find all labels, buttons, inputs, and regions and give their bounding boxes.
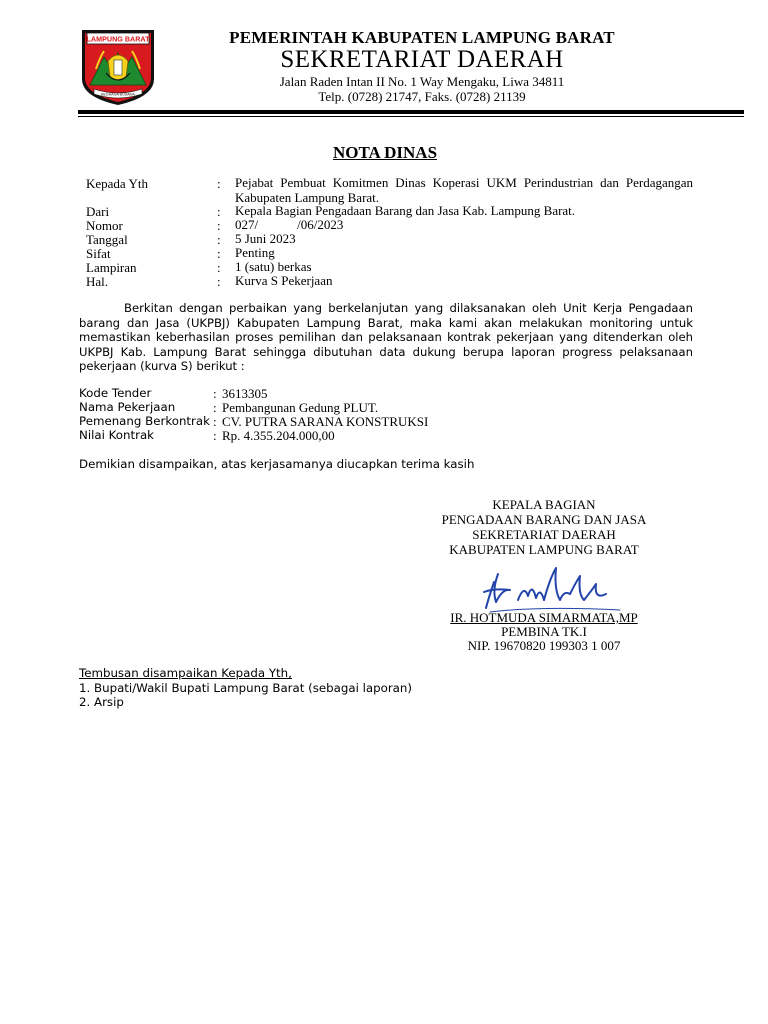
field-value-recipient: Pejabat Pembuat Komitmen Dinas Koperasi UKM Perindustrian dan Perdagangan Kabupaten Lampung Barat. [235,175,693,205]
signatory-rank: PEMBINA TK.I [501,624,587,639]
letterhead-divider-thick [78,110,744,114]
signatory-position-line: KABUPATEN LAMPUNG BARAT [449,542,639,557]
letterhead-office: SEKRETARIAT DAERAH [280,46,564,73]
detail-value-contractor: CV. PUTRA SARANA KONSTRUKSI [222,414,429,429]
detail-value-contract-value: Rp. 4.355.204.000,00 [222,428,335,443]
handwritten-signature [480,560,630,616]
field-value-attachment: 1 (satu) berkas [235,259,312,274]
letterhead-contact: Telp. (0728) 21747, Faks. (0728) 21139 [318,89,526,104]
field-label-attachment: Lampiran [86,260,137,275]
field-label-nature: Sifat [86,246,111,261]
detail-label-contractor: Pemenang Berkontrak [79,414,210,428]
field-label-date: Tanggal [86,232,128,247]
field-label-number: Nomor [86,218,123,233]
detail-colon: : [213,428,217,443]
field-label-sender: Dari [86,204,110,219]
carbon-copy-title: Tembusan disampaikan Kepada Yth, [79,666,292,680]
letterhead-address: Jalan Raden Intan II No. 1 Way Mengaku, Liwa 34811 [279,74,565,89]
signatory-position-line: KEPALA BAGIAN [492,497,596,512]
detail-colon: : [213,400,217,415]
detail-colon: : [213,386,217,401]
field-value-subject: Kurva S Pekerjaan [235,273,333,288]
signatory-position-line: SEKRETARIAT DAERAH [472,527,616,542]
signatory-nip: NIP. 19670820 199303 1 007 [467,638,621,653]
field-colon: : [217,260,221,275]
field-label-recipient: Kepada Yth [86,176,148,191]
closing-remark: Demikian disampaikan, atas kerjasamanya diucapkan terima kasih [79,457,475,471]
field-value-nature: Penting [235,245,275,260]
field-colon: : [217,274,221,289]
signatory-name: IR. HOTMUDA SIMARMATA,MP [450,610,638,625]
field-colon: : [217,204,221,219]
letterhead-divider-thin [78,116,744,117]
detail-label-tender-code: Kode Tender [79,386,152,400]
field-colon: : [217,246,221,261]
lampung-barat-emblem-icon [78,27,158,107]
detail-value-tender-code: 3613305 [222,386,268,401]
logo-banner-text: LAMPUNG BARAT [86,34,150,44]
field-colon: : [217,218,221,233]
detail-label-work-name: Nama Pekerjaan [79,400,176,414]
field-label-subject: Hal. [86,274,109,289]
detail-colon: : [213,414,217,429]
signatory-position-line: PENGADAAN BARANG DAN JASA [441,512,647,527]
detail-label-contract-value: Nilai Kontrak [79,428,155,442]
field-colon: : [217,232,221,247]
letterhead-government: PEMERINTAH KABUPATEN LAMPUNG BARAT [229,28,615,47]
field-value-sender: Kepala Bagian Pengadaan Barang dan Jasa Kab. Lampung Barat. [235,203,576,218]
field-value-date: 5 Juni 2023 [235,231,296,246]
detail-value-work-name: Pembangunan Gedung PLUT. [222,400,379,415]
field-value-number: 027/ /06/2023 [235,217,344,232]
document-title: NOTA DINAS [332,143,438,162]
body-paragraph: Berkitan dengan perbaikan yang berkelanjutan yang dilaksanakan oleh Unit Kerja Pengadaan barang dan Jasa (UKPBJ) Kabupaten Lampung Barat, maka kami akan melakukan monitoring untuk memastikan keberhasilan proses pemilihan dan pelaksanaan kontrak pekerjaan yang ditenderkan oleh UKPBJ Kab. Lampung Barat sehingga dibutuhan data dukung berupa laporan progress pelaksanaan pekerjaan (kurva S) berikut : [79,301,693,373]
carbon-copy-item: 1. Bupati/Wakil Bupati Lampung Barat (sebagai laporan) [79,681,412,695]
logo-motto: BEGHAGA BUSAMA [101,92,135,97]
carbon-copy-item: 2. Arsip [79,695,124,709]
field-colon: : [217,176,221,191]
